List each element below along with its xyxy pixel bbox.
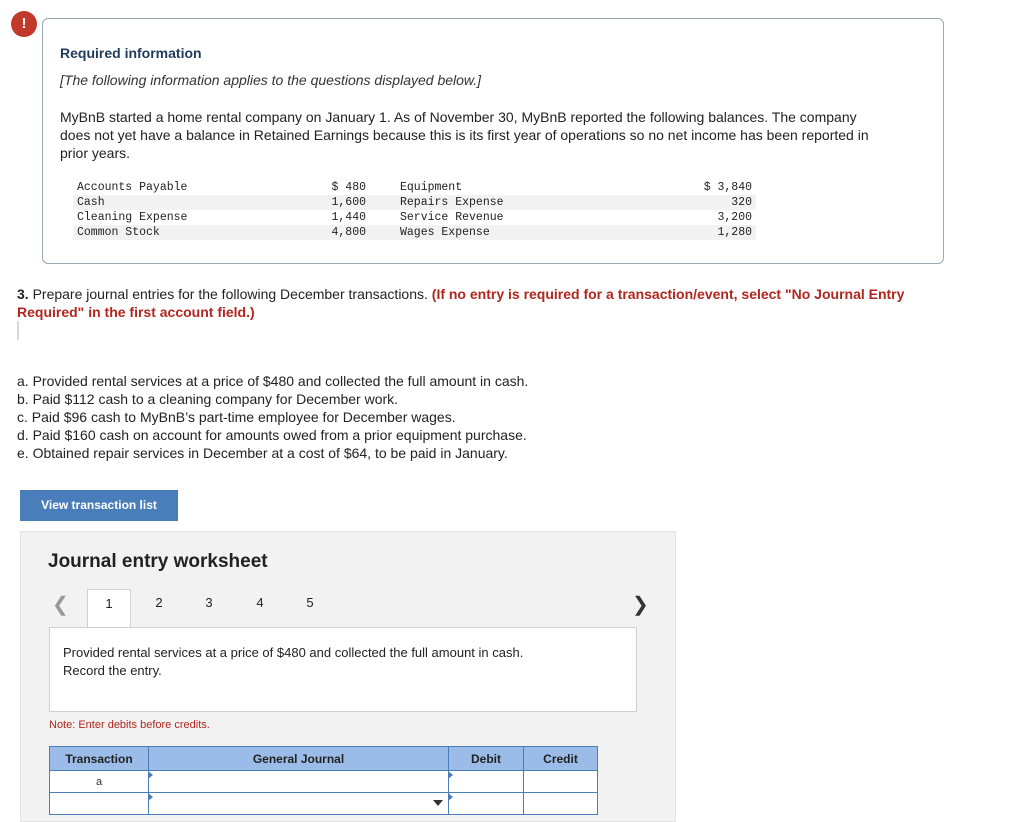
transaction-item: d. Paid $160 cash on account for amounts owed from a prior equipment purchase.: [17, 427, 527, 443]
transaction-cell: [50, 793, 149, 815]
question-instruction: (If no entry is required for a transaction/event, select "No Journal Entry Required" in the first account field.): [17, 286, 905, 320]
credit-input[interactable]: [524, 793, 598, 815]
entry-description: Provided rental services at a price of $480 and collected the full amount in cash. Record the entry.: [63, 645, 524, 678]
credit-input[interactable]: [524, 771, 598, 793]
table-row: [50, 793, 598, 815]
text-cursor: [17, 321, 19, 340]
balance-row: [73, 225, 756, 240]
transaction-item: b. Paid $112 cash to a cleaning company for December work.: [17, 391, 399, 407]
balance-amount: $ 480: [317, 180, 370, 195]
tab-4[interactable]: 4: [256, 595, 264, 610]
balance-amount: 3,200: [688, 210, 756, 225]
journal-entry-worksheet: [20, 531, 676, 822]
active-cell-marker-icon: [448, 793, 453, 801]
active-cell-marker-icon: [148, 771, 153, 779]
dropdown-arrow-icon[interactable]: [433, 800, 443, 806]
balance-amount: 1,280: [688, 225, 756, 240]
balance-row: [73, 195, 756, 210]
transaction-list: [17, 372, 528, 462]
balance-account: Equipment: [396, 180, 688, 195]
debit-input[interactable]: [449, 771, 524, 793]
entry-description-box: [49, 627, 637, 712]
balance-account: Cash: [73, 195, 317, 210]
col-general-journal-header: General Journal: [149, 747, 449, 771]
tab-2[interactable]: 2: [155, 595, 163, 610]
question-number: 3.: [17, 286, 29, 302]
worksheet-note: Note: Enter debits before credits.: [49, 719, 210, 731]
tab-3[interactable]: 3: [205, 595, 213, 610]
balance-account: Common Stock: [73, 225, 317, 240]
journal-header-row: [50, 747, 598, 771]
table-row: [50, 771, 598, 793]
balance-amount: 1,600: [317, 195, 370, 210]
tab-5[interactable]: 5: [306, 595, 314, 610]
worksheet-title: Journal entry worksheet: [48, 551, 268, 572]
balance-account: Wages Expense: [396, 225, 688, 240]
chevron-right-icon[interactable]: ❯: [632, 594, 649, 616]
transaction-item: e. Obtained repair services in December at a cost of $64, to be paid in January.: [17, 445, 508, 461]
account-dropdown[interactable]: [149, 793, 449, 815]
balance-row: [73, 210, 756, 225]
required-information-box: [42, 18, 944, 264]
active-cell-marker-icon: [148, 793, 153, 801]
col-debit-header: Debit: [449, 747, 524, 771]
required-info-paragraph: MyBnB started a home rental company on January 1. As of November 30, MyBnB reported the following balances. The company does not yet have a balance in Retained Earnings because this is its first year of operations so no net income has been reported in prior years.: [60, 109, 869, 161]
col-transaction-header: Transaction: [50, 747, 149, 771]
balance-account: Service Revenue: [396, 210, 688, 225]
balance-amount: $ 3,840: [688, 180, 756, 195]
alert-icon: !: [11, 11, 37, 37]
transaction-item: a. Provided rental services at a price of $480 and collected the full amount in cash.: [17, 373, 529, 389]
journal-table: [49, 746, 598, 815]
balance-account: Cleaning Expense: [73, 210, 317, 225]
chevron-left-icon[interactable]: ❮: [52, 594, 69, 616]
account-field[interactable]: [149, 771, 449, 793]
balance-amount: 4,800: [317, 225, 370, 240]
balance-row: [73, 180, 756, 195]
balance-account: Accounts Payable: [73, 180, 317, 195]
tab-1[interactable]: 1: [87, 589, 131, 627]
balance-amount: 320: [688, 195, 756, 210]
balance-account: Repairs Expense: [396, 195, 688, 210]
balances-table: [73, 180, 756, 240]
required-info-title: Required information: [60, 45, 202, 61]
active-cell-marker-icon: [448, 771, 453, 779]
question-prompt: Prepare journal entries for the following December transactions.: [28, 286, 432, 302]
balance-amount: 1,440: [317, 210, 370, 225]
col-credit-header: Credit: [524, 747, 598, 771]
transaction-item: c. Paid $96 cash to MyBnB’s part-time employee for December wages.: [17, 409, 456, 425]
question-text: [17, 285, 957, 321]
transaction-cell: a: [50, 771, 149, 793]
required-info-note: [The following information applies to the questions displayed below.]: [60, 72, 482, 88]
view-transaction-list-button[interactable]: View transaction list: [20, 490, 178, 521]
debit-input[interactable]: [449, 793, 524, 815]
